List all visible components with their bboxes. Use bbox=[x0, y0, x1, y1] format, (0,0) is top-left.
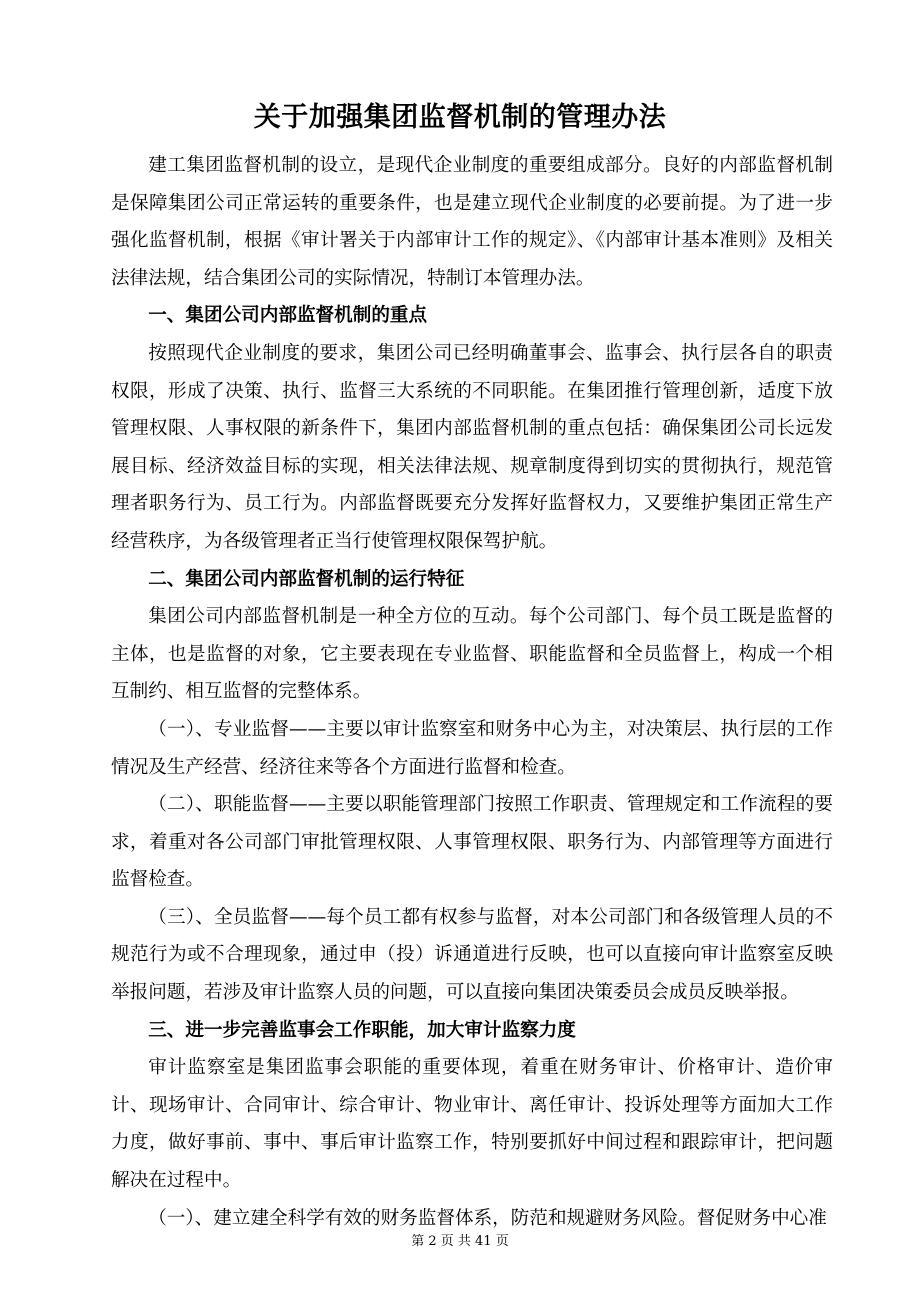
section-2-item-1: （一）、专业监督——主要以审计监察室和财务中心为主，对决策层、执行层的工作情况及生产经营、经济往来等各个方面进行监督和检查。 bbox=[111, 718, 833, 778]
section-heading-3: 三、进一步完善监事会工作职能，加大审计监察力度 bbox=[148, 1019, 576, 1041]
document-title: 关于加强集团监督机制的管理办法 bbox=[253, 102, 667, 133]
document-body bbox=[111, 147, 833, 1237]
section-3-item-1: （一）、建立建全科学有效的财务监督体系，防范和规避财务风险。督促财务中心准 bbox=[148, 1207, 827, 1229]
section-2-paragraph: 集团公司内部监督机制是一种全方位的互动。每个公司部门、每个员工既是监督的主体，也是监督的对象，它主要表现在专业监督、职能监督和全员监督上，构成一个相互制约、相互监督的完整体系。 bbox=[111, 606, 833, 703]
section-heading-2: 二、集团公司内部监督机制的运行特征 bbox=[148, 568, 465, 590]
intro-paragraph: 建工集团监督机制的设立，是现代企业制度的重要组成部分。良好的内部监督机制是保障集团公司正常运转的重要条件，也是建立现代企业制度的必要前提。为了进一步强化监督机制，根据《审计署关于内部审计工作的规定》、《内部审计基本准则》及相关法律法规，结合集团公司的实际情况，特制订本管理办法。 bbox=[111, 155, 833, 289]
section-heading-1: 一、集团公司内部监督机制的重点 bbox=[148, 305, 428, 327]
section-3-paragraph: 审计监察室是集团监事会职能的重要体现，着重在财务审计、价格审计、造价审计、现场审计、合同审计、综合审计、物业审计、离任审计、投诉处理等方面加大工作力度，做好事前、事中、事后审计监察工作，特别要抓好中间过程和跟踪审计，把问题解决在过程中。 bbox=[111, 1057, 833, 1192]
section-2-item-3: （三）、全员监督——每个员工都有权参与监督，对本公司部门和各级管理人员的不规范行为或不合理现象，通过申（投）诉通道进行反映，也可以直接向审计监察室反映举报问题，若涉及审计监察人员的问题，可以直接向集团决策委员会成员反映举报。 bbox=[111, 906, 833, 1004]
section-2-item-2: （二）、职能监督——主要以职能管理部门按照工作职责、管理规定和工作流程的要求，着重对各公司部门审批管理权限、人事管理权限、职务行为、内部管理等方面进行监督检查。 bbox=[111, 794, 833, 891]
section-1-paragraph: 按照现代企业制度的要求，集团公司已经明确董事会、监事会、执行层各自的职责权限，形成了决策、执行、监督三大系统的不同职能。在集团推行管理创新，适度下放管理权限、人事权限的新条件下，集团内部监督机制的重点包括：确保集团公司长远发展目标、经济效益目标的实现，相关法律法规、规章制度得到切实的贯彻执行，规范管理者职务行为、员工行为。内部监督既要充分发挥好监督权力，又要维护集团正常生产经营秩序，为各级管理者正当行使管理权限保驾护航。 bbox=[111, 342, 833, 552]
page-number-footer: 第 2 页 共 41 页 bbox=[411, 1234, 509, 1249]
